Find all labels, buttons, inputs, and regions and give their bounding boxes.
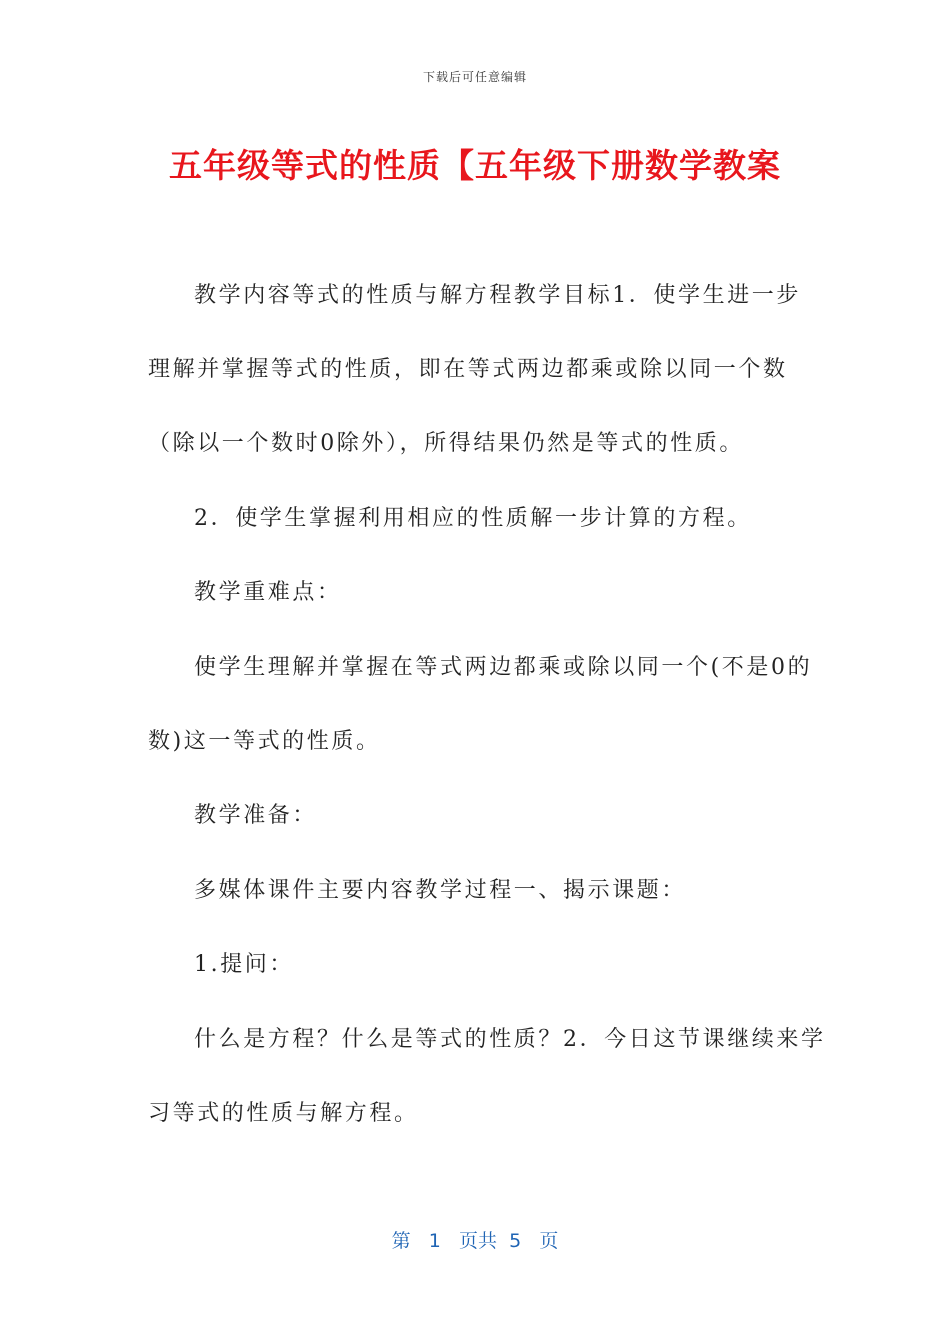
paragraph-line: 什么是方程？什么是等式的性质？2．今日这节课继续来学 xyxy=(194,1027,826,1052)
paragraph-line: 习等式的性质与解方程。 xyxy=(148,1101,419,1126)
footer-current-page: 1 xyxy=(428,1230,441,1252)
footer-total-suffix: 页 xyxy=(539,1230,559,1252)
footer-total-prefix: 页共 xyxy=(459,1230,498,1252)
paragraph-line: 多媒体课件主要内容教学过程一、揭示课题： xyxy=(194,878,687,903)
paragraph-line: 教学内容等式的性质与解方程教学目标1．使学生进一步 xyxy=(194,283,801,308)
paragraph-line: 教学准备： xyxy=(194,803,318,828)
footer-total-pages: 5 xyxy=(509,1230,522,1252)
footer-page-label: 第 xyxy=(391,1230,411,1252)
page-footer xyxy=(0,1226,950,1253)
paragraph-line: 2．使学生掌握利用相应的性质解一步计算的方程。 xyxy=(194,506,752,531)
paragraph-line: 教学重难点： xyxy=(194,580,342,605)
paragraph-line: 数)这一等式的性质。 xyxy=(148,729,381,754)
header-note: 下载后可任意编辑 xyxy=(422,70,527,84)
document-title: 五年级等式的性质【五年级下册数学教案 xyxy=(169,146,781,185)
paragraph-line: 理解并掌握等式的性质，即在等式两边都乘或除以同一个数 xyxy=(148,357,788,382)
paragraph-line: （除以一个数时0除外），所得结果仍然是等式的性质。 xyxy=(148,431,744,456)
paragraph-line: 1.提问： xyxy=(194,952,294,977)
paragraph-line: 使学生理解并掌握在等式两边都乘或除以同一个(不是0的 xyxy=(194,655,813,680)
